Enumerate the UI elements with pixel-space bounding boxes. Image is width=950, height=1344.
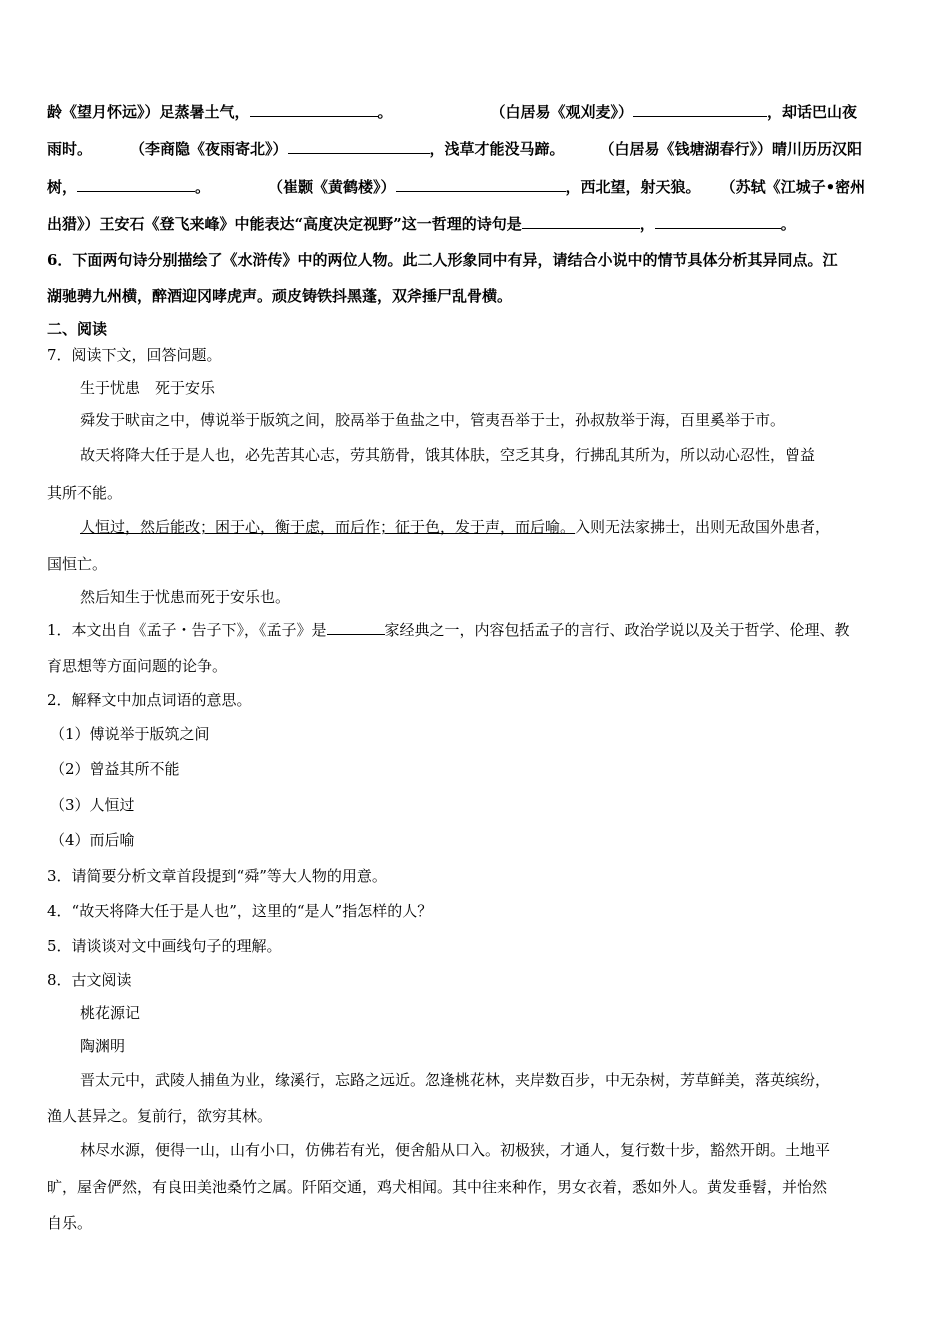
answer-blank[interactable] <box>77 177 195 192</box>
question-7-prompt: 7．阅读下文，回答问题。 <box>47 346 222 364</box>
passage-title: 生于忧患 死于安乐 <box>80 379 216 397</box>
cloze-text: 。 <box>780 215 796 233</box>
cloze-source: （白居易《观刈麦》） <box>490 103 634 121</box>
subquestion-text: 1．本文出自《孟子・告子下》，《孟子》是 <box>47 621 327 639</box>
cloze-text: ，却话巴山夜 <box>767 103 858 121</box>
passage-text: 入则无法家拂士，出则无敌国外患者， <box>575 518 831 536</box>
cloze-text: 出猎》）王安石《登飞来峰》中能表达“高度决定视野”这一哲理的诗句是 <box>47 215 522 233</box>
cloze-line-4 <box>47 213 909 235</box>
passage-paragraph-1: 晋太元中，武陵人捕鱼为业，缘溪行，忘路之远近。忽逢桃花林，夹岸数百步，中无杂树，芳草鲜美，落英缤纷， <box>80 1071 831 1089</box>
passage-paragraph-3 <box>80 516 909 538</box>
passage-paragraph-2-cont: 旷，屋舍俨然，有良田美池桑竹之属。阡陌交通，鸡犬相闻。其中往来种作，男女衣着，悉如外人。黄发垂髫，并怡然 <box>47 1178 828 1196</box>
question-6-line-2: 湖驰骋九州横，醉酒迎冈哮虎声。顽皮铸铁抖黑蓬，双斧捶尸乱骨横。 <box>47 287 513 305</box>
subquestion-3: 3．请简要分析文章首段提到“舜”等大人物的用意。 <box>47 867 387 885</box>
passage-paragraph-3-cont: 国恒亡。 <box>47 555 108 573</box>
subquestion-2-item-3: （3）人恒过 <box>50 796 135 814</box>
passage-author: 陶渊明 <box>80 1037 126 1055</box>
passage-paragraph-2-end: 自乐。 <box>47 1214 93 1232</box>
cloze-line-3 <box>47 176 909 198</box>
cloze-text: ，西北望，射天狼。 <box>565 178 701 196</box>
subquestion-2: 2．解释文中加点词语的意思。 <box>47 691 252 709</box>
subquestion-1-cont: 育思想等方面问题的论争。 <box>47 657 228 675</box>
cloze-source: （白居易《钱塘湖春行》）晴川历历汉阳 <box>599 140 863 158</box>
answer-blank[interactable] <box>633 102 767 117</box>
answer-blank[interactable] <box>327 620 385 635</box>
answer-blank[interactable] <box>522 214 640 229</box>
cloze-text: 树， <box>47 178 78 196</box>
answer-blank[interactable] <box>655 214 781 229</box>
subquestion-2-item-4: （4）而后喻 <box>50 831 135 849</box>
cloze-source: （李商隐《夜雨寄北》） <box>130 140 288 158</box>
answer-blank[interactable] <box>250 102 378 117</box>
subquestion-5: 5．请谈谈对文中画线句子的理解。 <box>47 937 282 955</box>
passage-paragraph-2-cont: 其所不能。 <box>47 484 123 502</box>
subquestion-2-item-1: （1）傅说举于版筑之间 <box>50 725 210 743</box>
cloze-text: 龄《望月怀远》）足蒸暑土气， <box>47 103 250 121</box>
passage-paragraph-2: 故天将降大任于是人也，必先苦其心志，劳其筋骨，饿其体肤，空乏其身，行拂乱其所为，所以动心忍性，曾益 <box>80 446 816 464</box>
question-6-line-1: 6．下面两句诗分别描绘了《水浒传》中的两位人物。此二人形象同中有异，请结合小说中的情节具体分析其异同点。江 <box>47 251 838 269</box>
answer-blank[interactable] <box>288 139 430 154</box>
underlined-sentence: 人恒过，然后能改；困于心，衡于虑，而后作；征于色，发于声，而后喻。 <box>80 518 576 536</box>
answer-blank[interactable] <box>396 177 566 192</box>
passage-paragraph-1: 舜发于畎亩之中，傅说举于版筑之间，胶鬲举于鱼盐之中，管夷吾举于士，孙叔敖举于海，百里奚举于市。 <box>80 411 786 429</box>
question-8-prompt: 8．古文阅读 <box>47 971 132 989</box>
cloze-text: 。 <box>377 103 393 121</box>
cloze-source: （崔颢《黄鹤楼》） <box>268 178 396 196</box>
cloze-text: ， <box>639 215 655 233</box>
cloze-line-1 <box>47 101 909 123</box>
subquestion-text: 家经典之一，内容包括孟子的言行、政治学说以及关于哲学、伦理、教 <box>384 621 850 639</box>
passage-paragraph-1-cont: 渔人甚异之。复前行，欲穷其林。 <box>47 1107 273 1125</box>
cloze-line-2 <box>47 138 909 160</box>
passage-paragraph-4: 然后知生于忧患而死于安乐也。 <box>80 588 291 606</box>
cloze-source: （苏轼《江城子•密州 <box>720 178 866 196</box>
cloze-text: ，浅草才能没马蹄。 <box>429 140 565 158</box>
cloze-text: 。 <box>195 178 211 196</box>
passage-paragraph-2: 林尽水源，便得一山，山有小口，仿佛若有光，便舍船从口入。初极狭，才通人，复行数十步，豁然开朗。土地平 <box>80 1141 831 1159</box>
subquestion-2-item-2: （2）曾益其所不能 <box>50 760 180 778</box>
passage-title: 桃花源记 <box>80 1004 141 1022</box>
subquestion-1 <box>47 619 909 641</box>
cloze-text: 雨时。 <box>47 140 93 158</box>
subquestion-4: 4．“故天将降大任于是人也”，这里的“是人”指怎样的人？ <box>47 902 433 920</box>
section-heading-reading: 二、阅读 <box>47 320 108 338</box>
